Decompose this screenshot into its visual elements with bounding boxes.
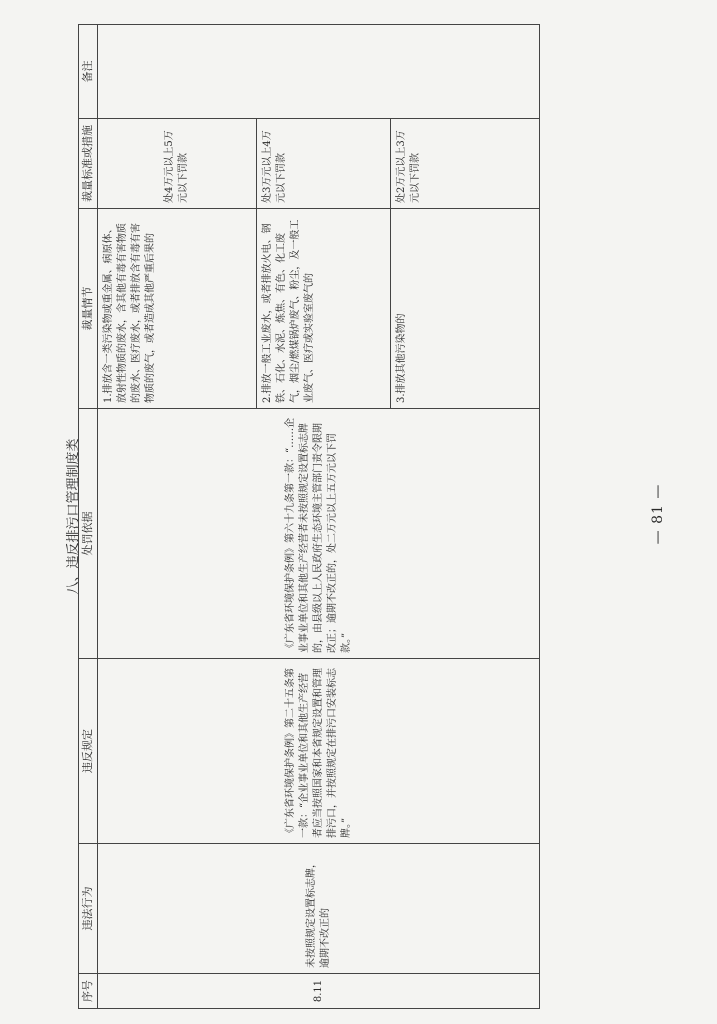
header-no: 序号 <box>79 974 98 1009</box>
cell-act: 未按照规定设置标志牌，逾期不改正的 <box>98 844 540 974</box>
table-header-row <box>79 25 98 1009</box>
table-row <box>98 25 257 1009</box>
cell-circumstance-3: 3.排放其他污染物的 <box>391 209 540 409</box>
page-number: — 81 — <box>650 483 666 545</box>
section-title: 八、违反排污口管理制度类 <box>66 438 81 595</box>
cell-circumstance-2: 2.排放一般工业废水，或者排放火电、钢铁、石化、水泥、炼焦、有色、化工废气，烟尘/燃煤锅炉废气、粉尘，及一般工业废气、医疗或实验室废气的 <box>257 209 391 409</box>
cell-circumstance-1: 1.排放含一类污染物或重金属、病原体、放射性物质的废水，含其他有毒有害物质的废水、医疗废水，或者排放含有毒有害物质的废气，或者造成其他严重后果的 <box>98 209 257 409</box>
cell-basis: 《广东省环境保护条例》第六十九条第一款：“……企业事业单位和其他生产经营者未按照规定设置标志牌的，由县级以上人民政府生态环境主管部门责令限期改正；逾期不改正的，处二万元以上五万元以下罚款。” <box>98 409 540 659</box>
header-basis: 处罚依据 <box>79 409 98 659</box>
cell-no: 8.11 <box>98 974 540 1009</box>
cell-note <box>98 25 540 119</box>
cell-standard-3: 处2万元以上3万元以下罚款 <box>391 119 540 209</box>
header-standard: 裁量标准或措施 <box>79 119 98 209</box>
header-regulation: 违反规定 <box>79 659 98 844</box>
header-act: 违法行为 <box>79 844 98 974</box>
penalty-table <box>78 24 540 1009</box>
cell-standard-2: 处3万元以上4万元以下罚款 <box>257 119 391 209</box>
cell-standard-1: 处4万元以上5万元以下罚款 <box>98 119 257 209</box>
header-note: 备注 <box>79 25 98 119</box>
header-circumstance: 裁量情节 <box>79 209 98 409</box>
cell-regulation: 《广东省环境保护条例》第二十五条第一款：“企业事业单位和其他生产经营者应当按照国家和本省规定设置和管理排污口，并按照规定在排污口安装标志牌。” <box>98 659 540 844</box>
